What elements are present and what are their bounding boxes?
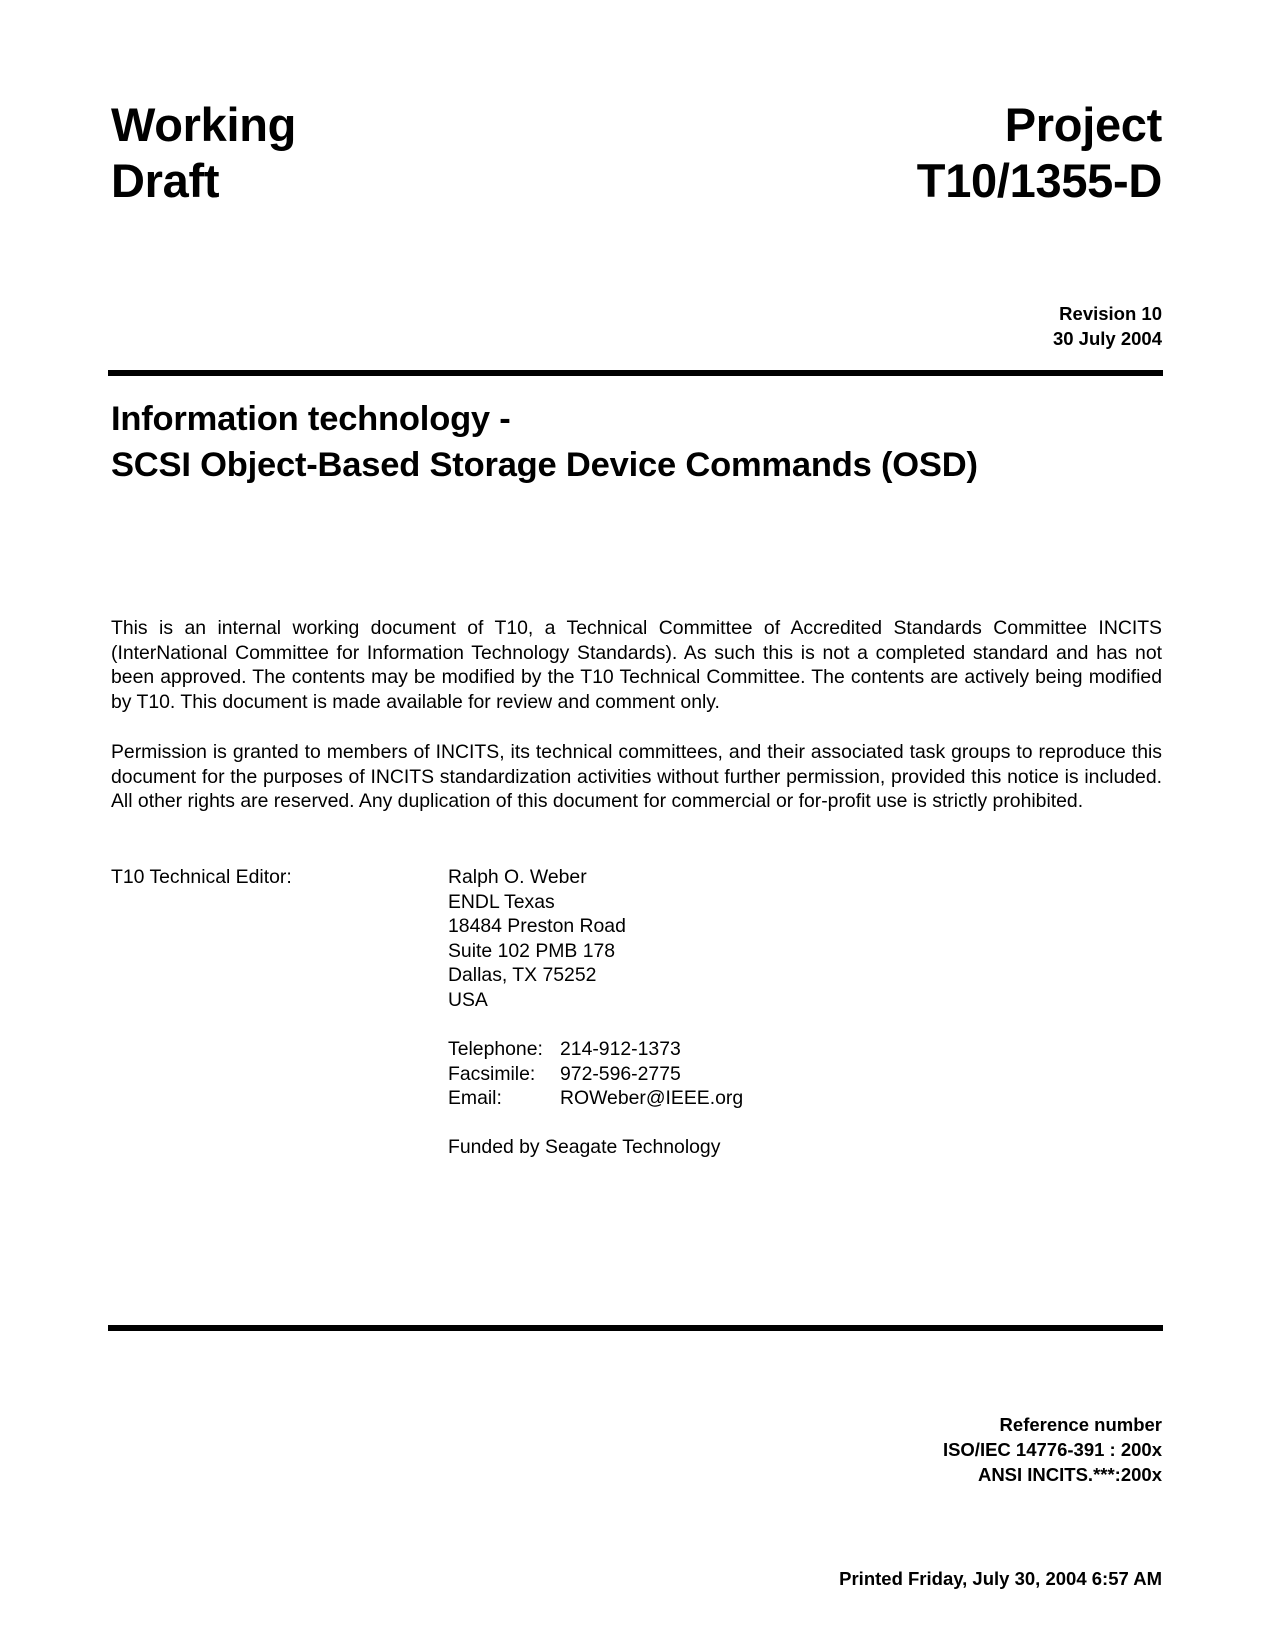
top-divider (108, 370, 1163, 376)
editor-street: 18484 Preston Road (448, 915, 626, 938)
telephone-value: 214-912-1373 (560, 1038, 681, 1060)
editor-name: Ralph O. Weber (448, 866, 587, 888)
reference-heading: Reference number (999, 1414, 1162, 1435)
editor-country: USA (448, 988, 488, 1011)
editor-label: T10 Technical Editor: (111, 866, 292, 888)
working-draft-line-1: Working (111, 98, 297, 151)
document-title (111, 396, 978, 488)
working-draft-heading (111, 97, 296, 209)
facsimile-label: Facsimile: (448, 1062, 536, 1085)
editor-suite: Suite 102 PMB 178 (448, 939, 616, 962)
working-draft-line-2: Draft (111, 154, 220, 207)
ansi-reference: ANSI INCITS.***:200x (977, 1464, 1162, 1485)
iso-reference: ISO/IEC 14776-391 : 200x (942, 1439, 1162, 1460)
revision-date: 30 July 2004 (1052, 328, 1162, 349)
notice-text: This is an internal working document of T10, a Technical Committee of Accredited Standards Committee INCITS (InterNational Committee for Information Technology Standards). As such this is not a completed standard and has not been approved. The contents may be modified by the T10 Technical Committee. The contents are actively being modified by T10. This document is made available for review and comment only. (111, 617, 1162, 713)
editor-company: ENDL Texas (448, 890, 555, 913)
telephone-label: Telephone: (448, 1038, 543, 1060)
title-line-1: Information technology - (111, 400, 511, 438)
editor-contacts (448, 1037, 743, 1111)
revision-number: Revision 10 (1059, 303, 1162, 324)
printed-timestamp: Printed Friday, July 30, 2004 6:57 AM (839, 1568, 1162, 1589)
email-value: ROWeber@IEEE.org (560, 1087, 744, 1110)
project-number: T10/1355-D (916, 154, 1162, 207)
project-label: Project (1004, 98, 1162, 151)
email-row (448, 1086, 743, 1111)
editor-city: Dallas, TX 75252 (448, 964, 597, 987)
title-line-2: SCSI Object-Based Storage Device Commands (OSD) (111, 446, 978, 484)
facsimile-value: 972-596-2775 (560, 1062, 681, 1085)
revision-block (1053, 301, 1162, 351)
editor-address (448, 865, 626, 1013)
reference-block (943, 1412, 1162, 1487)
notice-paragraph (111, 616, 1162, 714)
funding-note: Funded by Seagate Technology (448, 1136, 721, 1158)
permission-text: Permission is granted to members of INCITS, its technical committees, and their associated task groups to reproduce this document for the purposes of INCITS standardization activities without further permission, provided this notice is included. All other rights are reserved. Any duplication of this document for commercial or for-profit use is strictly prohibited. (111, 741, 1162, 813)
permission-paragraph (111, 740, 1162, 814)
project-heading (917, 97, 1162, 209)
telephone-row (448, 1037, 743, 1062)
bottom-divider (108, 1325, 1163, 1331)
email-label: Email: (448, 1087, 502, 1110)
facsimile-row (448, 1062, 743, 1087)
